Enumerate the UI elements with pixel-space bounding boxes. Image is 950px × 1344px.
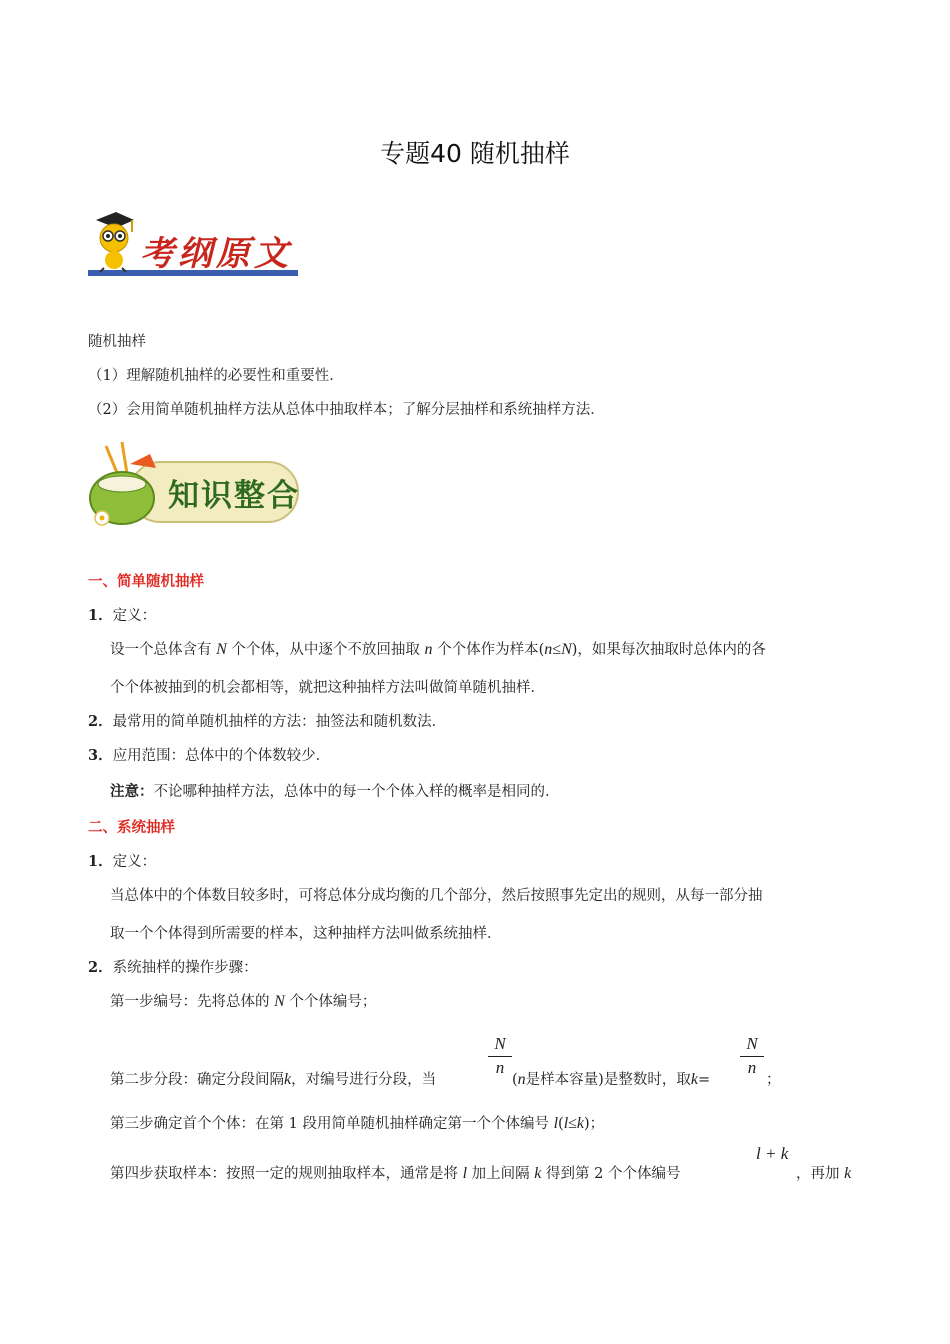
var-k: k <box>534 1165 542 1182</box>
sec2-item-2 <box>88 956 258 977</box>
var-n: n <box>424 641 433 658</box>
sec1-item-1 <box>88 604 156 625</box>
sec1-note <box>110 780 560 801</box>
page-title: 专题40 随机抽样 <box>380 139 570 168</box>
var-l: l <box>553 1115 559 1132</box>
text-segment: 个个体，从中逐个不放回抽取 <box>231 642 420 658</box>
step-4 <box>110 1162 680 1183</box>
sec1-item-1-number: 1． <box>88 607 113 624</box>
fraction-numerator: N <box>740 1034 764 1057</box>
var-k: k <box>284 1071 292 1088</box>
sec1-item-2 <box>88 710 446 731</box>
step-1 <box>110 990 376 1011</box>
var-k: k <box>690 1071 698 1088</box>
sec2-item-2-number: 2． <box>88 959 113 976</box>
section-2-heading: 二、系统抽样 <box>88 820 175 836</box>
var-N: N <box>274 993 285 1010</box>
fraction-numerator: N <box>488 1034 512 1057</box>
syllabus-banner-text: 考纲原文 <box>140 234 292 274</box>
var-n: n <box>517 1071 526 1088</box>
text-segment: 加上间隔 <box>471 1166 530 1182</box>
text-segment: 得到第 2 个个体编号 <box>546 1166 681 1182</box>
expr-l-plus-k: l + k <box>756 1144 789 1163</box>
sec2-item-1-number: 1． <box>88 853 113 870</box>
step-2 <box>110 1068 436 1089</box>
sec1-item-3-text: 应用范围：总体中的个体数较少． <box>112 748 331 764</box>
sec2-definition-line-2: 取一个个体得到所需要的样本，这种抽样方法叫做系统抽样． <box>110 926 502 942</box>
fraction-denominator: n <box>495 1058 505 1077</box>
text-segment: 第二步分段：确定分段间隔 <box>110 1072 284 1088</box>
step-3 <box>110 1112 604 1133</box>
sec1-definition-line-1 <box>110 638 766 659</box>
sec1-item-2-number: 2． <box>88 713 113 730</box>
text-segment: ( <box>512 1072 518 1088</box>
text-segment: 第三步确定首个个体：在第 1 段用简单随机抽样确定第一个个体编号 <box>110 1116 549 1132</box>
text-segment: ，再加 <box>796 1166 840 1182</box>
step-4-cont <box>796 1162 851 1183</box>
text-segment: 第四步获取样本：按照一定的规则抽取样本，通常是将 <box>110 1166 458 1182</box>
text-segment: = <box>697 1072 711 1088</box>
var-N: N <box>216 641 227 658</box>
section-1-heading: 一、简单随机抽样 <box>88 574 204 590</box>
knowledge-banner-text: 知识整合 <box>168 478 300 514</box>
sec2-item-1-label: 定义： <box>112 854 157 870</box>
sec1-item-3 <box>88 744 330 765</box>
text-segment: 个个体编号； <box>289 994 377 1010</box>
note-label: 注意： <box>110 783 154 800</box>
condition-l-le-k: l≤k <box>563 1115 585 1132</box>
text-segment: )； <box>584 1116 605 1132</box>
fraction-denominator: n <box>747 1058 757 1077</box>
condition-n-le-N: n≤N <box>544 641 572 658</box>
sec2-item-1 <box>88 850 156 871</box>
var-k: k <box>844 1165 852 1182</box>
sec2-definition-line-1: 当总体中的个体数目较多时，可将总体分成均衡的几个部分，然后按照事先定出的规则，从每一部分抽 <box>110 888 763 904</box>
step-2-cont <box>512 1068 710 1089</box>
text-segment: ，对编号进行分段，当 <box>291 1072 437 1088</box>
syllabus-item-1: （1）理解随机抽样的必要性和重要性． <box>88 368 344 384</box>
sec1-item-3-number: 3． <box>88 747 113 764</box>
step-2-end: ； <box>766 1072 781 1088</box>
sec1-item-1-label: 定义： <box>112 608 157 624</box>
sec1-definition-line-2: 个个体被抽到的机会都相等，就把这种抽样方法叫做简单随机抽样． <box>110 680 545 696</box>
var-l: l <box>462 1165 468 1182</box>
note-text: 不论哪种抽样方法，总体中的每一个个体入样的概率是相同的． <box>153 784 560 800</box>
syllabus-banner <box>86 206 300 280</box>
sec2-item-2-text: 系统抽样的操作步骤： <box>112 960 258 976</box>
text-segment: 是样本容量)是整数时，取 <box>525 1072 691 1088</box>
text-segment: 个个体作为样本( <box>437 642 545 658</box>
text-segment: ( <box>558 1116 564 1132</box>
text-segment: 第一步编号：先将总体的 <box>110 994 270 1010</box>
syllabus-heading: 随机抽样 <box>88 334 146 350</box>
fraction-N-over-n-1 <box>488 1034 512 1078</box>
sec1-item-2-text: 最常用的简单随机抽样的方法：抽签法和随机数法． <box>112 714 447 730</box>
knowledge-banner <box>86 440 302 532</box>
text-segment: )，如果每次抽取时总体内的各 <box>571 642 766 658</box>
fraction-N-over-n-2 <box>740 1034 764 1078</box>
syllabus-item-2: （2）会用简单随机抽样方法从总体中抽取样本；了解分层抽样和系统抽样方法． <box>88 402 605 418</box>
text-segment: 设一个总体含有 <box>110 642 212 658</box>
